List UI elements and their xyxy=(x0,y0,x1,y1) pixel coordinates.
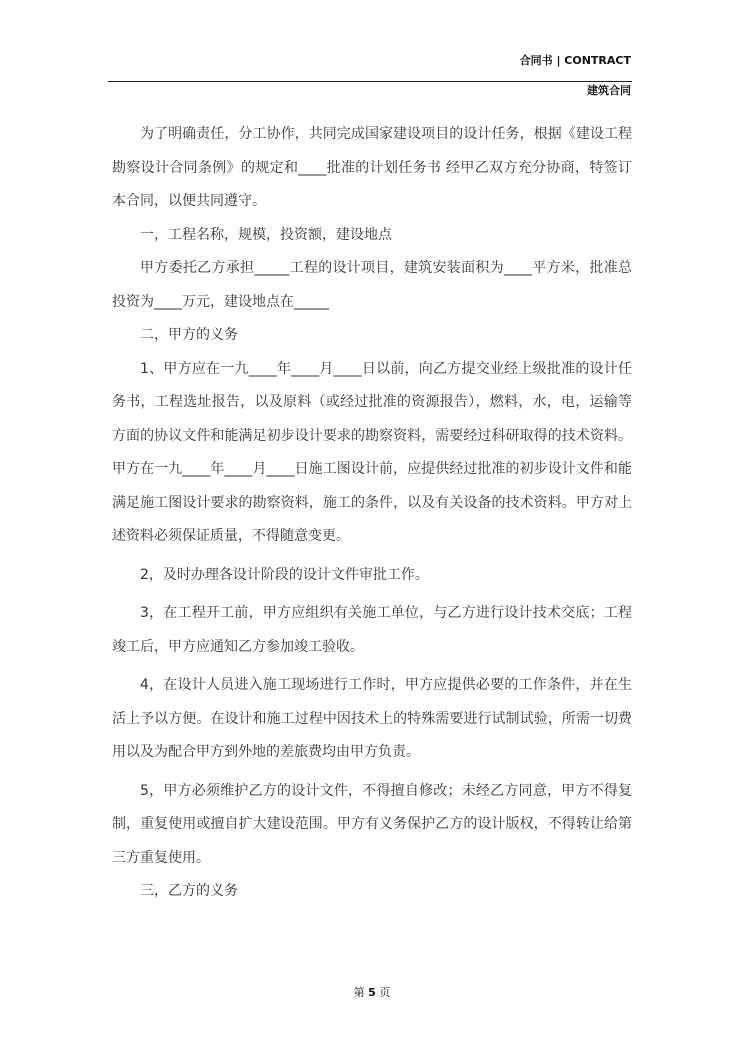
section-heading-party-a: 二，甲方的义务 xyxy=(140,327,238,343)
header-subtitle: 建筑合同 xyxy=(587,84,631,97)
header-title: 合同书 | CONTRACT xyxy=(519,54,631,67)
page-footer xyxy=(0,984,744,1000)
party-a-clause-2: 2，及时办理各设计阶段的设计文件审批工作。 xyxy=(140,566,429,583)
contract-body xyxy=(112,118,632,909)
section-heading-project: 一，工程名称，规模，投资额，建设地点 xyxy=(140,226,392,243)
party-a-clause-5: 5，甲方必须维护乙方的设计文件，不得擅自修改；未经乙方同意，甲方不得复制，重复使用或擅自扩大建设范围。甲方有义务保护乙方的设计版权，不得转让给第三方重复使用。 xyxy=(112,782,632,866)
page-number: 5 xyxy=(368,986,376,999)
section-heading-party-b: 三，乙方的义务 xyxy=(140,883,238,899)
party-a-clause-1: 1、甲方应在一九____年____月____日以前，向乙方提交业经上级批准的设计任务书，工程选址报告，以及原料（或经过批准的资源报告），燃料，水，电，运输等方面的协议文件和能满足初步设计要求的勘察资料，需要经过科研取得的技术资料。甲方在一九____年____月____日施工图设计前，应提供经过批准的初步设计文件和能满足施工图设计要求的勘察资料，施工的条件，以及有关设备的技术资料。甲方对上述资料必须保证质量，不得随意变更。 xyxy=(112,360,632,544)
party-a-clause-4: 4，在设计人员进入施工现场进行工作时，甲方应提供必要的工作条件，并在生活上予以方便。在设计和施工过程中因技术上的特殊需要进行试制试验，所需一切费用以及为配合甲方到外地的差旅费均由甲方负责。 xyxy=(112,677,632,760)
page-prefix: 第 xyxy=(353,986,365,999)
intro-paragraph: 为了明确责任，分工协作，共同完成国家建设项目的设计任务，根据《建设工程勘察设计合同条例》的规定和____批准的计划任务书 经甲乙双方充分协商，特签订本合同，以便共同遵守。 xyxy=(112,126,632,209)
header-divider xyxy=(108,81,632,82)
project-paragraph: 甲方委托乙方承担_____工程的设计项目，建筑安装面积为____平方米，批准总投资为____万元，建设地点在_____ xyxy=(112,260,632,310)
page-suffix: 页 xyxy=(379,986,391,999)
party-a-clause-3: 3，在工程开工前，甲方应组织有关施工单位，与乙方进行设计技术交底；工程竣工后，甲方应通知乙方参加竣工验收。 xyxy=(112,605,632,655)
